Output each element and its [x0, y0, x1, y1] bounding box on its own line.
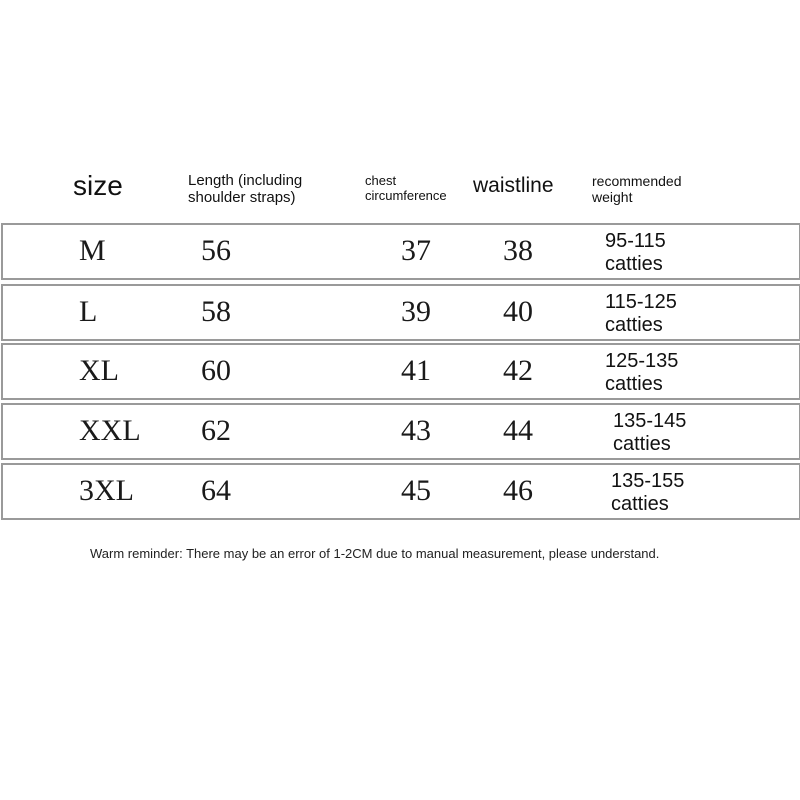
size-cell: 3XL: [79, 474, 134, 507]
header-chest-line2: circumference: [365, 188, 447, 203]
weight-range: 125-135: [605, 350, 679, 372]
waist-cell: 40: [503, 295, 533, 328]
chest-cell: 39: [401, 295, 431, 328]
weight-range: 135-145: [613, 410, 687, 432]
length-cell: 64: [201, 474, 231, 507]
table-header: [0, 165, 800, 220]
weight-unit: catties: [605, 314, 663, 336]
header-chest-line1: chest: [365, 173, 397, 188]
table-row: [1, 463, 800, 520]
header-weight: [592, 173, 682, 205]
size-cell: M: [79, 234, 106, 267]
weight-cell: [613, 410, 686, 456]
chest-cell: 43: [401, 414, 431, 447]
weight-unit: catties: [613, 433, 671, 455]
chest-cell: 45: [401, 474, 431, 507]
table-row: [1, 284, 800, 341]
header-chest: [365, 173, 447, 203]
weight-cell: [605, 350, 678, 396]
length-cell: 60: [201, 354, 231, 387]
weight-unit: catties: [605, 253, 663, 275]
chest-cell: 37: [401, 234, 431, 267]
waist-cell: 46: [503, 474, 533, 507]
weight-range: 95-115: [605, 230, 666, 252]
size-cell: L: [79, 295, 98, 328]
waist-cell: 38: [503, 234, 533, 267]
size-cell: XXL: [79, 414, 141, 447]
table-row: [1, 403, 800, 460]
header-length-line2: shoulder straps): [188, 189, 296, 206]
weight-cell: [611, 470, 684, 516]
weight-unit: catties: [605, 373, 663, 395]
table-row: [1, 343, 800, 400]
chest-cell: 41: [401, 354, 431, 387]
header-length-line1: Length (including: [188, 172, 303, 189]
waist-cell: 42: [503, 354, 533, 387]
length-cell: 62: [201, 414, 231, 447]
weight-range: 135-155: [611, 470, 685, 492]
header-waistline: waistline: [473, 174, 554, 197]
header-weight-line1: recommended: [592, 173, 682, 189]
waist-cell: 44: [503, 414, 533, 447]
table-row: [1, 223, 800, 280]
length-cell: 58: [201, 295, 231, 328]
weight-unit: catties: [611, 493, 669, 515]
length-cell: 56: [201, 234, 231, 267]
header-weight-line2: weight: [592, 189, 633, 205]
weight-cell: [605, 291, 677, 337]
warm-reminder-note: Warm reminder: There may be an error of 1-2CM due to manual measurement, please understand.: [90, 546, 660, 561]
weight-cell: [605, 230, 666, 276]
weight-range: 115-125: [605, 291, 677, 313]
header-size: size: [73, 170, 123, 201]
header-length: [188, 172, 302, 206]
size-cell: XL: [79, 354, 119, 387]
